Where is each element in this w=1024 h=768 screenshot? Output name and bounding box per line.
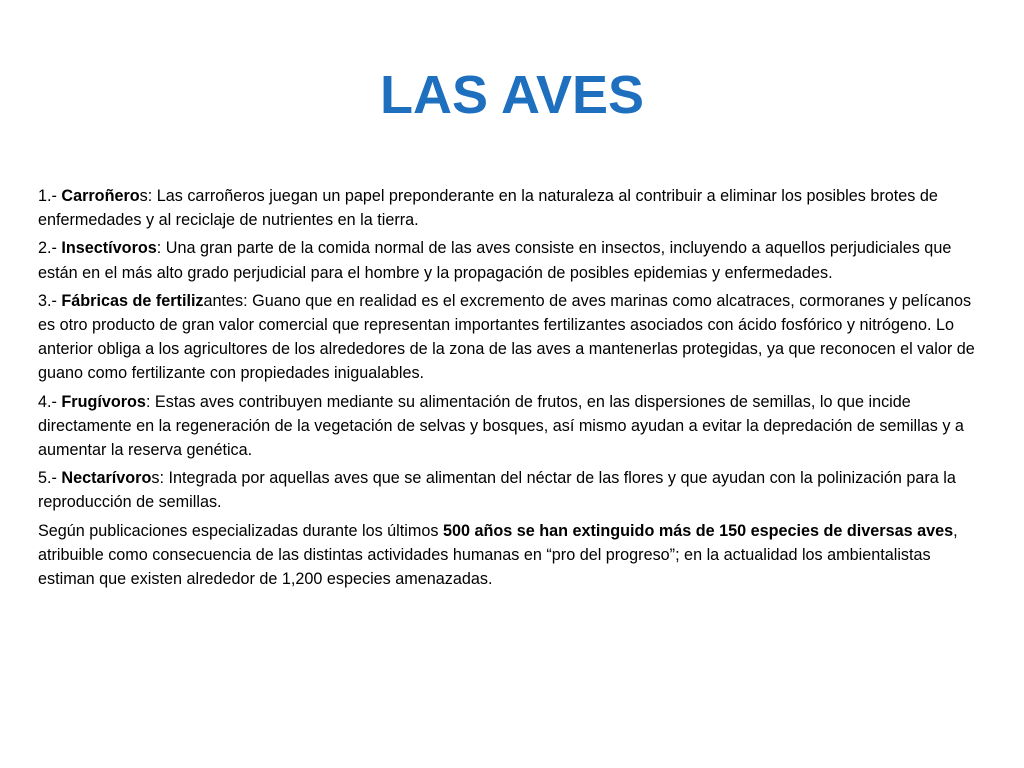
paragraph-text: s: Las carroñeros juegan un papel preponderante en la naturaleza al contribuir a eliminar los posibles brotes de enfermedades y al reciclaje de nutrientes en la tierra.	[38, 187, 938, 230]
closing-highlight: 500 años se han extinguido más de 150 especies de diversas aves	[442, 521, 954, 540]
paragraph-text: : Estas aves contribuyen mediante su alimentación de frutos, en las dispersiones de semillas, lo que incide directamente en la regeneración de la vegetación de selvas y bosques, así mismo ayudan a evitar la depredación de semillas y a aumentar la reserva genética.	[38, 392, 964, 460]
paragraph-fertilizantes	[38, 289, 986, 386]
slide-title: LAS AVES	[379, 65, 645, 125]
paragraph-carroneros	[38, 184, 986, 232]
paragraph-closing	[38, 519, 986, 592]
closing-lead: Según publicaciones especializadas durante los últimos	[38, 521, 443, 540]
paragraph-text: s: Integrada por aquellas aves que se alimentan del néctar de las flores y que ayudan con la polinización para la reproducción de semillas.	[38, 469, 956, 512]
slide-body	[38, 184, 986, 595]
paragraph-number: 3.-	[38, 291, 62, 310]
paragraph-term: Fábricas de fertiliz	[61, 291, 204, 310]
paragraph-number: 5.-	[38, 469, 62, 488]
paragraph-frugivoros	[38, 390, 986, 463]
paragraph-text: antes: Guano que en realidad es el excremento de aves marinas como alcatraces, cormoranes y pelícanos es otro producto de gran valor comercial que representan importantes fertilizantes asociados con ácido fosfórico y nitrógeno. Lo anterior obliga a los agricultores de los alrededores de la zona de las aves a mantenerlas protegidas, ya que reconocen el valor de guano como fertilizante con propiedades inigualables.	[38, 291, 975, 383]
paragraph-number: 1.-	[38, 187, 62, 205]
paragraph-text: : Una gran parte de la comida normal de las aves consiste en insectos, incluyendo a aquellos perjudiciales que están en el más alto grado perjudicial para el hombre y la propagación de posibles epidemias y enfermedades.	[38, 239, 952, 282]
paragraph-number: 2.-	[38, 239, 62, 258]
paragraph-term: Frugívoros	[61, 392, 146, 411]
closing-tail: , atribuible como consecuencia de las distintas actividades humanas en “pro del progreso”; en la actualidad los ambientalistas estiman que existen alrededor de 1,200 especies amenazadas.	[38, 521, 958, 589]
paragraph-insectivoros	[38, 236, 986, 284]
paragraph-term: Carroñero	[61, 187, 140, 205]
paragraph-term: Nectarívoro	[61, 469, 152, 488]
paragraph-nectarivoros	[38, 466, 986, 514]
paragraph-number: 4.-	[38, 392, 62, 411]
paragraph-term: Insectívoros	[61, 239, 157, 258]
